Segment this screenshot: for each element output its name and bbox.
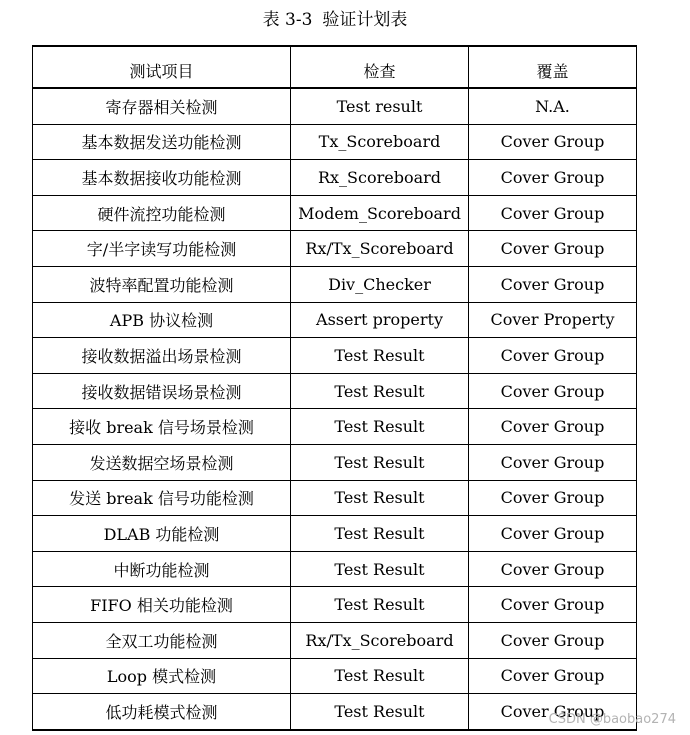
test-item-cell: Loop 模式检测 [33, 658, 291, 694]
check-cell: Modem_Scoreboard [291, 195, 469, 231]
table-row [33, 409, 637, 445]
table-row [33, 302, 637, 338]
coverage-cell: Cover Group [469, 622, 637, 658]
table-row [33, 338, 637, 374]
test-item-cell: 基本数据接收功能检测 [33, 160, 291, 196]
test-item-cell: 波特率配置功能检测 [33, 266, 291, 302]
check-cell: Rx/Tx_Scoreboard [291, 231, 469, 267]
table-number: 表 3-3 [262, 10, 313, 30]
test-item-cell: 低功耗模式检测 [33, 694, 291, 730]
coverage-cell: Cover Group [469, 480, 637, 516]
check-cell: Rx_Scoreboard [291, 160, 469, 196]
test-item-cell: FIFO 相关功能检测 [33, 587, 291, 623]
check-cell: Tx_Scoreboard [291, 124, 469, 160]
header-coverage: 覆盖 [469, 46, 637, 88]
check-cell: Test result [291, 88, 469, 124]
check-cell: Div_Checker [291, 266, 469, 302]
test-item-cell: 硬件流控功能检测 [33, 195, 291, 231]
coverage-cell: Cover Property [469, 302, 637, 338]
coverage-cell: Cover Group [469, 373, 637, 409]
coverage-cell: Cover Group [469, 124, 637, 160]
table-row [33, 694, 637, 730]
table-row [33, 587, 637, 623]
verification-plan-table [32, 45, 637, 731]
table-caption [0, 8, 670, 32]
table-header-row [33, 46, 637, 88]
check-cell: Test Result [291, 480, 469, 516]
check-cell: Test Result [291, 587, 469, 623]
coverage-cell: Cover Group [469, 658, 637, 694]
header-check: 检查 [291, 46, 469, 88]
table-row [33, 516, 637, 552]
table-row [33, 231, 637, 267]
test-item-cell: 中断功能检测 [33, 551, 291, 587]
test-item-cell: APB 协议检测 [33, 302, 291, 338]
coverage-cell: Cover Group [469, 551, 637, 587]
test-item-cell: 发送 break 信号功能检测 [33, 480, 291, 516]
coverage-cell: Cover Group [469, 338, 637, 374]
check-cell: Test Result [291, 444, 469, 480]
table-row [33, 551, 637, 587]
table-row [33, 124, 637, 160]
test-item-cell: 基本数据发送功能检测 [33, 124, 291, 160]
coverage-cell: Cover Group [469, 409, 637, 445]
check-cell: Test Result [291, 551, 469, 587]
test-item-cell: 全双工功能检测 [33, 622, 291, 658]
test-item-cell: 字/半字读写功能检测 [33, 231, 291, 267]
check-cell: Test Result [291, 338, 469, 374]
table-row [33, 444, 637, 480]
coverage-cell: Cover Group [469, 195, 637, 231]
table-title: 验证计划表 [322, 10, 408, 30]
table-row [33, 480, 637, 516]
test-item-cell: 寄存器相关检测 [33, 88, 291, 124]
check-cell: Test Result [291, 658, 469, 694]
table-row [33, 622, 637, 658]
coverage-cell: Cover Group [469, 231, 637, 267]
table-row [33, 373, 637, 409]
coverage-cell: N.A. [469, 88, 637, 124]
test-item-cell: DLAB 功能检测 [33, 516, 291, 552]
table-row [33, 88, 637, 124]
check-cell: Test Result [291, 694, 469, 730]
coverage-cell: Cover Group [469, 694, 637, 730]
check-cell: Assert property [291, 302, 469, 338]
table-row [33, 658, 637, 694]
table-row [33, 160, 637, 196]
watermark: CSDN @baobao274 [548, 712, 676, 727]
coverage-cell: Cover Group [469, 444, 637, 480]
coverage-cell: Cover Group [469, 516, 637, 552]
coverage-cell: Cover Group [469, 587, 637, 623]
header-test-item: 测试项目 [33, 46, 291, 88]
check-cell: Test Result [291, 409, 469, 445]
test-item-cell: 接收数据溢出场景检测 [33, 338, 291, 374]
test-item-cell: 发送数据空场景检测 [33, 444, 291, 480]
check-cell: Rx/Tx_Scoreboard [291, 622, 469, 658]
test-item-cell: 接收数据错误场景检测 [33, 373, 291, 409]
table-row [33, 266, 637, 302]
test-item-cell: 接收 break 信号场景检测 [33, 409, 291, 445]
table-body [33, 88, 637, 730]
coverage-cell: Cover Group [469, 160, 637, 196]
check-cell: Test Result [291, 516, 469, 552]
check-cell: Test Result [291, 373, 469, 409]
coverage-cell: Cover Group [469, 266, 637, 302]
table-row [33, 195, 637, 231]
